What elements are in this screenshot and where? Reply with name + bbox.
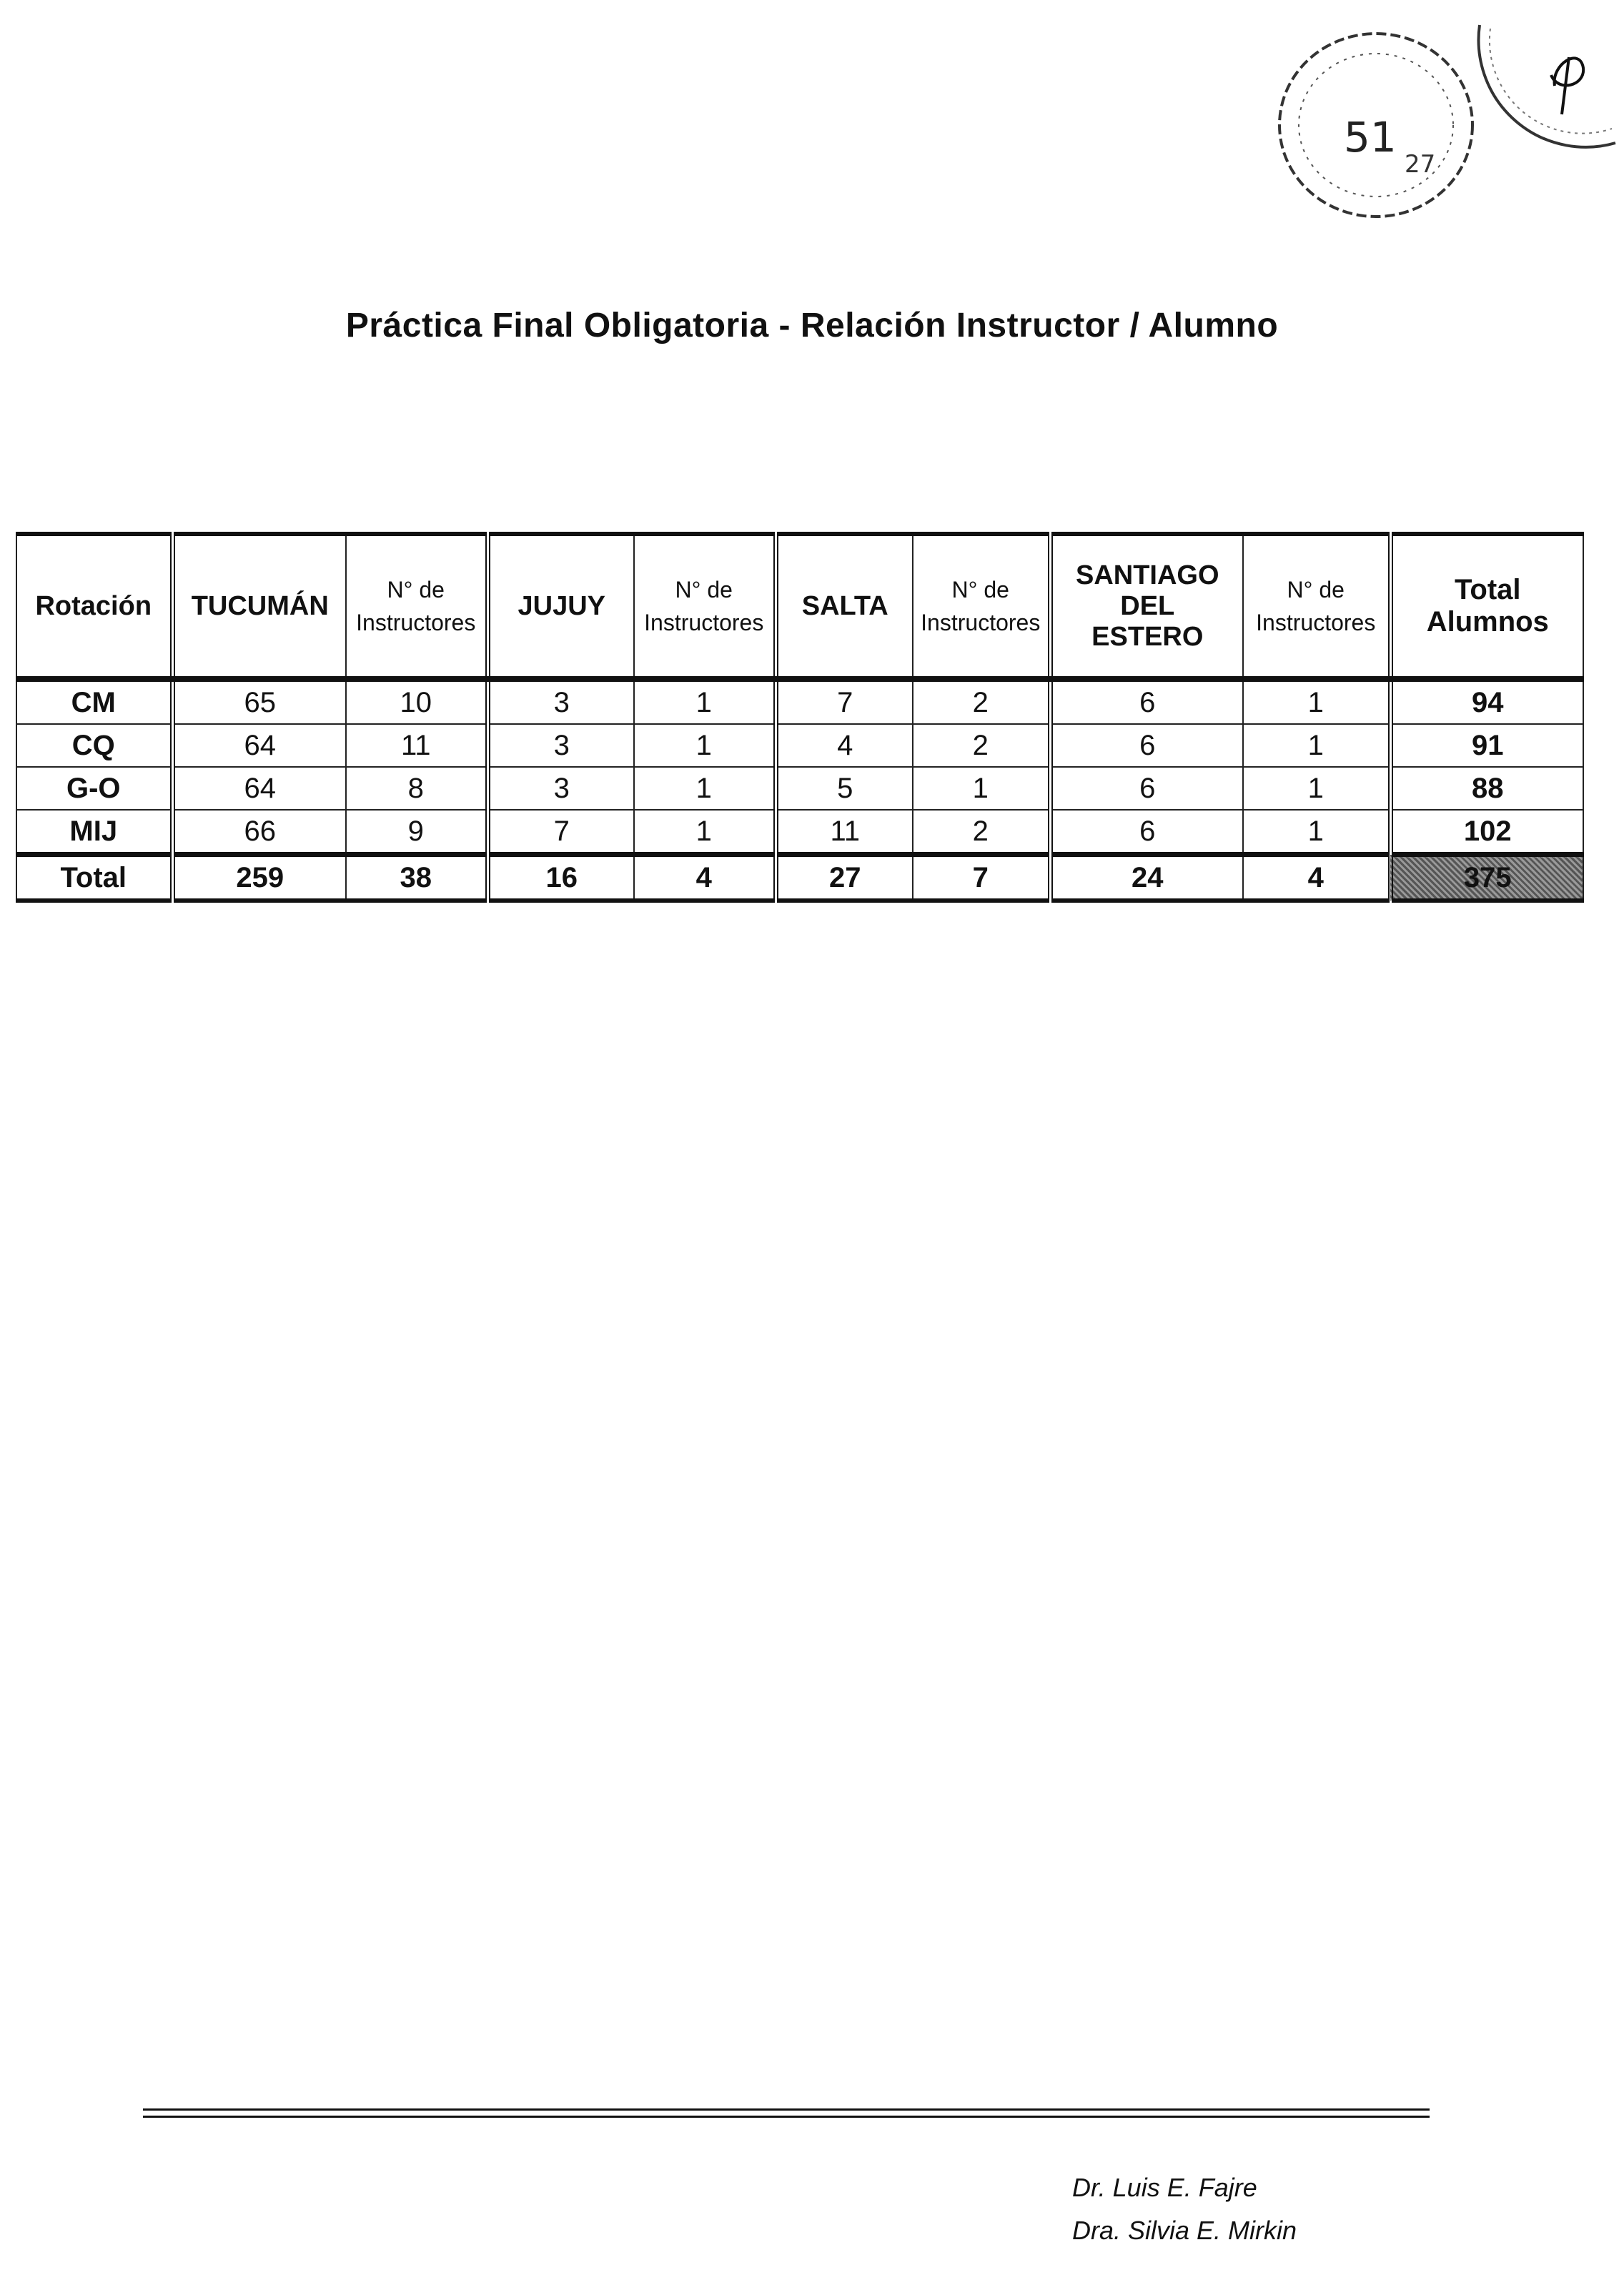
signature-name-2: Dra. Silvia E. Mirkin [1072,2216,1297,2245]
cell-sal_i: 2 [913,679,1050,724]
cell-jujuy: 3 [487,724,634,767]
cell-san_i: 4 [1243,855,1390,901]
cell-rot: MIJ [16,810,172,855]
header-tucuman: TUCUMÁN [172,534,346,679]
header-santiago: SANTIAGO DEL ESTERO [1050,534,1243,679]
cell-juj_i: 1 [634,679,776,724]
cell-tucuman: 65 [172,679,346,724]
cell-tucuman: 66 [172,810,346,855]
cell-tucuman: 259 [172,855,346,901]
cell-salta: 4 [776,724,913,767]
header-instructores-jujuy: N° de Instructores [634,534,776,679]
cell-total: 94 [1390,679,1583,724]
official-seals [1244,7,1623,222]
cell-rot: Total [16,855,172,901]
cell-tuc_i: 38 [346,855,487,901]
cell-san_i: 1 [1243,810,1390,855]
cell-salta: 11 [776,810,913,855]
cell-sal_i: 2 [913,724,1050,767]
cell-tuc_i: 8 [346,767,487,810]
cell-rot: G-O [16,767,172,810]
header-instructores-santiago: N° de Instructores [1243,534,1390,679]
cell-santiago: 6 [1050,767,1243,810]
cell-sal_i: 7 [913,855,1050,901]
cell-tucuman: 64 [172,767,346,810]
cell-sal_i: 2 [913,810,1050,855]
footer-divider [143,2108,1430,2111]
cell-salta: 27 [776,855,913,901]
cell-total: 375 [1390,855,1583,901]
header-total-alumnos: Total Alumnos [1390,534,1583,679]
table-row [16,724,1583,767]
header-rotacion: Rotación [16,534,172,679]
instructor-student-table [16,532,1584,903]
cell-san_i: 1 [1243,724,1390,767]
cell-juj_i: 1 [634,724,776,767]
cell-rot: CM [16,679,172,724]
cell-rot: CQ [16,724,172,767]
table-total-row [16,855,1583,901]
cell-santiago: 24 [1050,855,1243,901]
cell-jujuy: 16 [487,855,634,901]
document-title: Práctica Final Obligatoria - Relación Instructor / Alumno [345,307,1279,345]
cell-juj_i: 1 [634,810,776,855]
cell-tuc_i: 9 [346,810,487,855]
header-instructores-tucuman: N° de Instructores [346,534,487,679]
table-header-row [16,534,1583,679]
cell-santiago: 6 [1050,810,1243,855]
cell-salta: 5 [776,767,913,810]
table-row [16,810,1583,855]
cell-jujuy: 3 [487,767,634,810]
signature-name-1: Dr. Luis E. Fajre [1072,2173,1257,2202]
cell-jujuy: 3 [487,679,634,724]
cell-total: 102 [1390,810,1583,855]
cell-total: 91 [1390,724,1583,767]
cell-santiago: 6 [1050,679,1243,724]
cell-juj_i: 4 [634,855,776,901]
table-row [16,679,1583,724]
header-instructores-salta: N° de Instructores [913,534,1050,679]
footer-divider-secondary [143,2116,1430,2118]
cell-sal_i: 1 [913,767,1050,810]
stamp-small-number: 27 [1405,150,1436,179]
header-salta: SALTA [776,534,913,679]
cell-total: 88 [1390,767,1583,810]
cell-juj_i: 1 [634,767,776,810]
table-row [16,767,1583,810]
cell-tucuman: 64 [172,724,346,767]
cell-tuc_i: 11 [346,724,487,767]
header-jujuy: JUJUY [487,534,634,679]
cell-san_i: 1 [1243,679,1390,724]
handwritten-folio-number: 51 [1344,113,1397,162]
cell-tuc_i: 10 [346,679,487,724]
cell-san_i: 1 [1243,767,1390,810]
cell-santiago: 6 [1050,724,1243,767]
cell-salta: 7 [776,679,913,724]
cell-jujuy: 7 [487,810,634,855]
seal-stamp-icon [1244,7,1623,222]
